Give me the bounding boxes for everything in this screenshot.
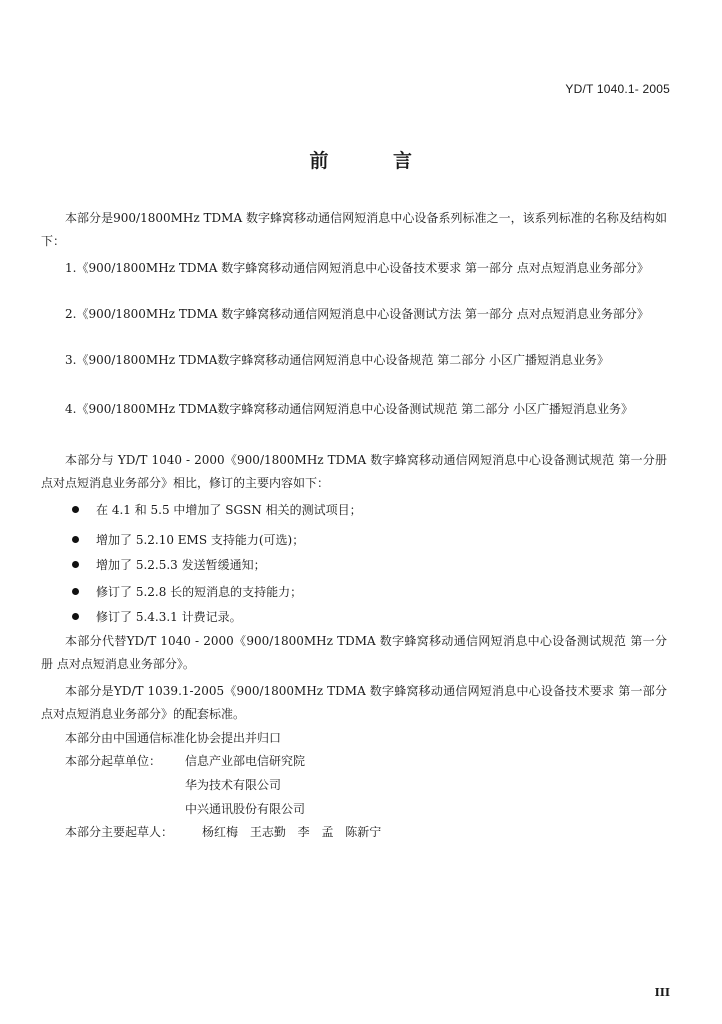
replaces-paragraph: 本部分代替YD/T 1040 - 2000《900/1800MHz TDMA 数字蜂窝移动通信网短消息中心设备测试规范 第一分册 点对点短消息业务部分》。 — [41, 634, 667, 671]
bullet-icon — [72, 561, 79, 568]
series-item-3: 3.《900/1800MHz TDMA数字蜂窝移动通信网短消息中心设备规范 第二部分 小区广播短消息业务》 — [65, 353, 610, 367]
drafting-units-label: 本部分起草单位： — [65, 754, 162, 768]
series-item-1: 1.《900/1800MHz TDMA 数字蜂窝移动通信网短消息中心设备技术要求 第一部分 点对点短消息业务部分》 — [65, 261, 649, 275]
drafters-label: 本部分主要起草人： — [65, 825, 174, 839]
proposer-line: 本部分由中国通信标准化协会提出并归口 — [65, 731, 282, 745]
companion-paragraph: 本部分是YD/T 1039.1-2005《900/1800MHz TDMA 数字蜂窝移动通信网短消息中心设备技术要求 第一部分 点对点短消息业务部分》的配套标准。 — [41, 684, 667, 721]
change-item — [72, 529, 304, 552]
page-title — [0, 146, 722, 173]
bullet-icon — [72, 588, 79, 595]
change-text: 增加了 5.2.10 EMS 支持能力(可选)； — [96, 533, 305, 547]
drafting-unit: 华为技术有限公司 — [185, 778, 282, 792]
change-item — [72, 606, 242, 629]
drafting-unit: 中兴通讯股份有限公司 — [185, 802, 306, 816]
intro-paragraph: 本部分是900/1800MHz TDMA 数字蜂窝移动通信网短消息中心设备系列标准之一，该系列标准的名称及结构如下： — [41, 211, 667, 248]
title-char-2: 言 — [393, 150, 413, 172]
change-item — [72, 581, 302, 604]
change-item — [72, 554, 266, 577]
bullet-icon — [72, 613, 79, 620]
series-item-2: 2.《900/1800MHz TDMA 数字蜂窝移动通信网短消息中心设备测试方法 第一部分 点对点短消息业务部分》 — [65, 307, 649, 321]
drafting-unit: 信息产业部电信研究院 — [185, 754, 306, 768]
document-code: YD/T 1040.1- 2005 — [565, 82, 670, 96]
change-text: 在 4.1 和 5.5 中增加了 SGSN 相关的测试项目； — [96, 503, 362, 517]
page-number: III — [654, 986, 670, 999]
series-item-4: 4.《900/1800MHz TDMA数字蜂窝移动通信网短消息中心设备测试规范 第二部分 小区广播短消息业务》 — [65, 402, 634, 416]
change-text: 修订了 5.4.3.1 计费记录。 — [96, 610, 242, 624]
drafters-names: 杨红梅 王志勤 李 孟 陈新宁 — [202, 825, 382, 839]
change-text: 增加了 5.2.5.3 发送暂缓通知； — [96, 558, 266, 572]
bullet-icon — [72, 506, 79, 513]
title-char-1: 前 — [309, 150, 329, 172]
comparison-paragraph: 本部分与 YD/T 1040 - 2000《900/1800MHz TDMA 数字蜂窝移动通信网短消息中心设备测试规范 第一分册 点对点短消息业务部分》相比，修订的主要内容如下： — [41, 453, 667, 490]
change-item — [72, 499, 362, 522]
change-text: 修订了 5.2.8 长的短消息的支持能力； — [96, 585, 303, 599]
bullet-icon — [72, 536, 79, 543]
